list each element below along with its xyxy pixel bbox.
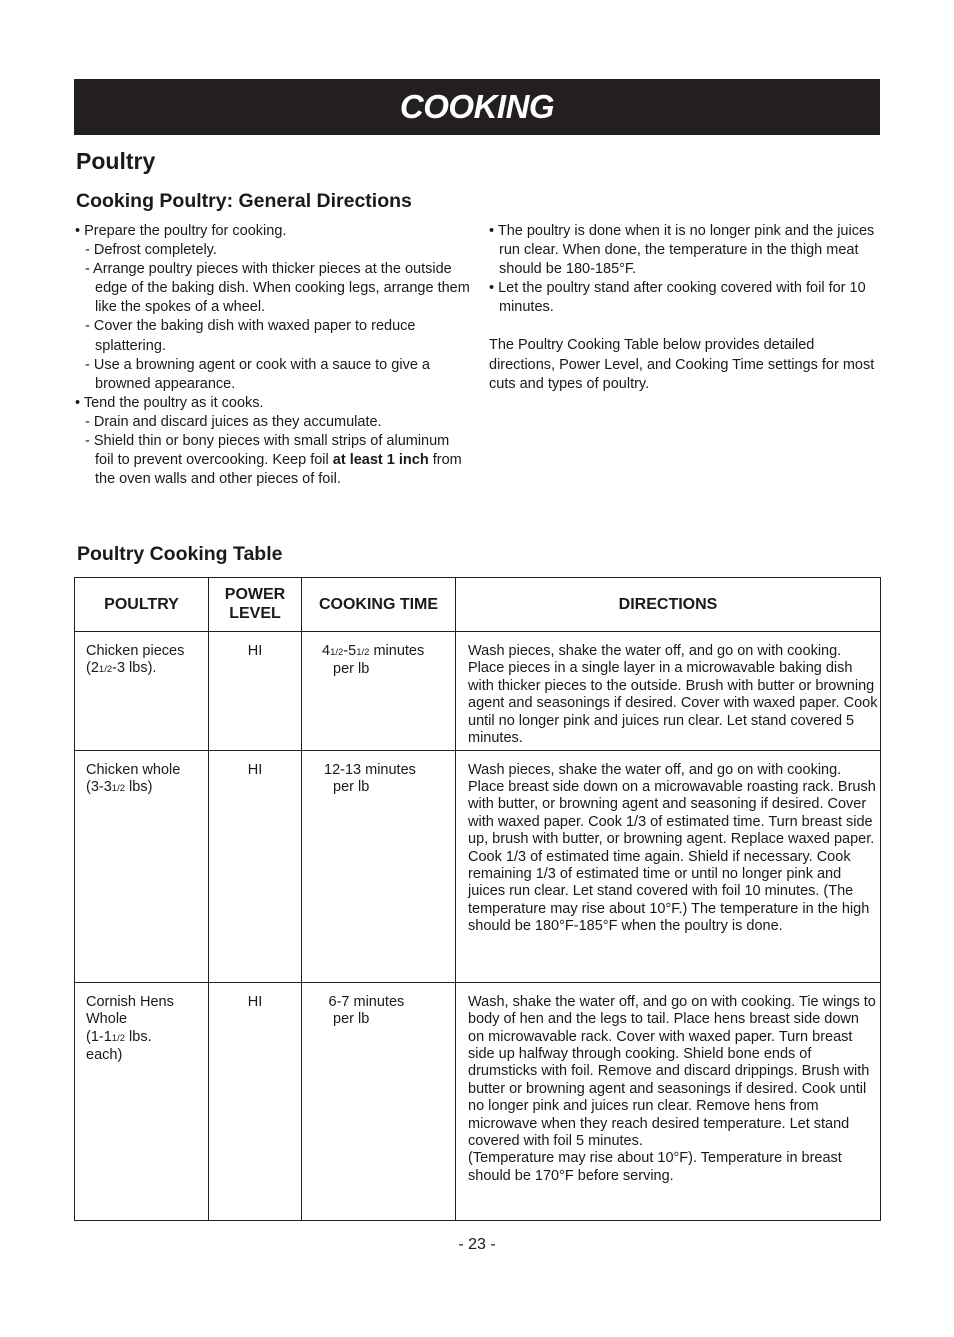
weight-b: -3 lbs). — [112, 660, 157, 677]
bullet-prepare: • Prepare the poultry for cooking. — [75, 223, 287, 239]
poultry-each: each) — [86, 1046, 123, 1063]
header-power-l2: LEVEL — [229, 605, 281, 623]
time-a: 6-7 minutes — [328, 993, 405, 1010]
cell-directions — [456, 982, 881, 1220]
table-intro-paragraph: The Poultry Cooking Table below provides detailed directions, Power Level, and Cooking Time settings for most cuts and types of poultry. — [489, 337, 875, 392]
weight-a: (1-1 — [86, 1028, 112, 1045]
dash-defrost: - Defrost completely. — [85, 242, 217, 259]
dash-cover: - Cover the baking dish with waxed paper to reduce splattering. — [85, 318, 416, 354]
time-unit: per lb — [333, 661, 370, 678]
bullet-done: • The poultry is done when it is no longer pink and the juices run clear. When done, the temperature in the thigh meat should be 180-185°F. — [489, 223, 875, 278]
dash-arrange: - Arrange poultry pieces with thicker pieces at the outside edge of the baking dish. When cooking legs, arrange them like the spokes of a wheel. — [85, 261, 470, 316]
weight-a: (2 — [86, 660, 99, 677]
section-title: Poultry — [76, 148, 156, 174]
poultry-name: Chicken whole — [86, 761, 181, 778]
general-directions-heading: Cooking Poultry: General Directions — [76, 190, 412, 212]
poultry-weight — [86, 779, 204, 797]
cell-poultry — [75, 750, 209, 982]
time-unit: per lb — [333, 778, 370, 795]
cell-time — [302, 631, 456, 750]
table-row — [75, 982, 881, 1220]
directions-text: Wash, shake the water off, and go on with cooking. Tie wings to body of hen and the legs to tail. Place hens breast side down on microwavable rack. Cover with waxed paper. Turn breast side up halfway through cooking. Shield bone ends of drumsticks with foil. Remove and discard drippings. Brush with butter or browning agent and seasonings if desired. Cook until no longer pink and juices run clear. Remove hens from microwave when they reach desired temperature. Let stand covered with foil 5 minutes. — [468, 993, 876, 1149]
shield-text-bold: at least 1 inch — [332, 452, 429, 469]
time-a: 12-13 minutes — [324, 761, 416, 778]
header-cooking-time: COOKING TIME — [302, 578, 456, 632]
table-row — [75, 750, 881, 982]
poultry-weight — [86, 660, 204, 678]
poultry-name-2: Whole — [86, 1011, 128, 1028]
cell-time — [302, 750, 456, 982]
directions-text-2: (Temperature may rise about 10°F). Temperature in breast should be 170°F before serving. — [468, 1150, 842, 1184]
cell-power: HI — [209, 750, 302, 982]
bullet-stand: • Let the poultry stand after cooking covered with foil for 10 minutes. — [489, 280, 866, 316]
page-number: - 23 - — [458, 1236, 496, 1253]
poultry-cooking-table — [74, 577, 881, 1221]
cell-directions: Wash pieces, shake the water off, and go on with cooking. Place pieces in a single layer in a microwavable baking dish with thicker pieces to the outside. Brush with butter or browning agent and seasonings if desired. Cover with waxed paper. Cook until no longer pink and juices run clear. Let stand covered 5 minutes. — [456, 631, 881, 750]
time-unit: per lb — [333, 1011, 370, 1028]
header-power-l1: POWER — [224, 586, 286, 604]
cell-poultry — [75, 631, 209, 750]
time-b: -5 — [343, 642, 357, 659]
cell-time — [302, 982, 456, 1220]
poultry-name: Cornish Hens — [86, 993, 174, 1010]
cell-directions: Wash pieces, shake the water off, and go on with cooking. Place breast side down on a microwavable roasting rack. Brush with butter, or browning agent and seasoning if desired. Cover with waxed paper. Cook 1/3 of estimated time. Turn breast side up, brush with butter, or browning agent. Replace waxed paper. Cook 1/3 of estimated time again. Shield if necessary. Cook remaining 1/3 of estimated time or until no longer pink and juices run clear. Let stand covered with foil 10 minutes. (The temperature may rise about 10°F.) The temperature in the high should be 180°F-185°F when the poultry is done. — [456, 750, 881, 982]
shield-text-b: from the oven walls and other pieces of foil. — [95, 452, 462, 488]
header-power-level — [209, 578, 302, 632]
time-c: minutes — [369, 642, 425, 659]
cell-power: HI — [209, 982, 302, 1220]
general-directions-right-column — [489, 222, 881, 394]
header-directions: DIRECTIONS — [456, 578, 881, 632]
weight-fraction: 1/2 — [98, 664, 113, 676]
dash-drain: - Drain and discard juices as they accumulate. — [85, 413, 382, 430]
table-heading: Poultry Cooking Table — [77, 543, 283, 565]
weight-b: lbs. — [125, 1028, 152, 1045]
cell-power: HI — [209, 631, 302, 750]
header-poultry: POULTRY — [75, 578, 209, 632]
time-fraction-2: 1/2 — [356, 646, 370, 658]
shield-text-a: - Shield thin or bony pieces with small strips of aluminum foil to prevent overcooking. Keep foil — [85, 433, 450, 469]
table-header-row — [75, 578, 881, 632]
weight-a: (3-3 — [86, 778, 112, 795]
bullet-tend: • Tend the poultry as it cooks. — [75, 394, 264, 411]
cell-poultry — [75, 982, 209, 1220]
chapter-title: COOKING — [399, 88, 555, 125]
poultry-name: Chicken pieces — [86, 642, 185, 659]
weight-fraction: 1/2 — [111, 782, 126, 794]
time-fraction-1: 1/2 — [330, 646, 344, 658]
general-directions-left-column — [75, 222, 470, 489]
weight-fraction: 1/2 — [111, 1032, 126, 1044]
chapter-banner — [74, 79, 880, 135]
time-a: 4 — [322, 642, 331, 659]
time-line-1 — [322, 643, 442, 661]
dash-browning: - Use a browning agent or cook with a sauce to give a browned appearance. — [85, 356, 430, 392]
weight-b: lbs) — [125, 778, 153, 795]
table-row — [75, 631, 881, 750]
poultry-weight — [86, 1029, 204, 1047]
dash-shield — [75, 432, 470, 489]
